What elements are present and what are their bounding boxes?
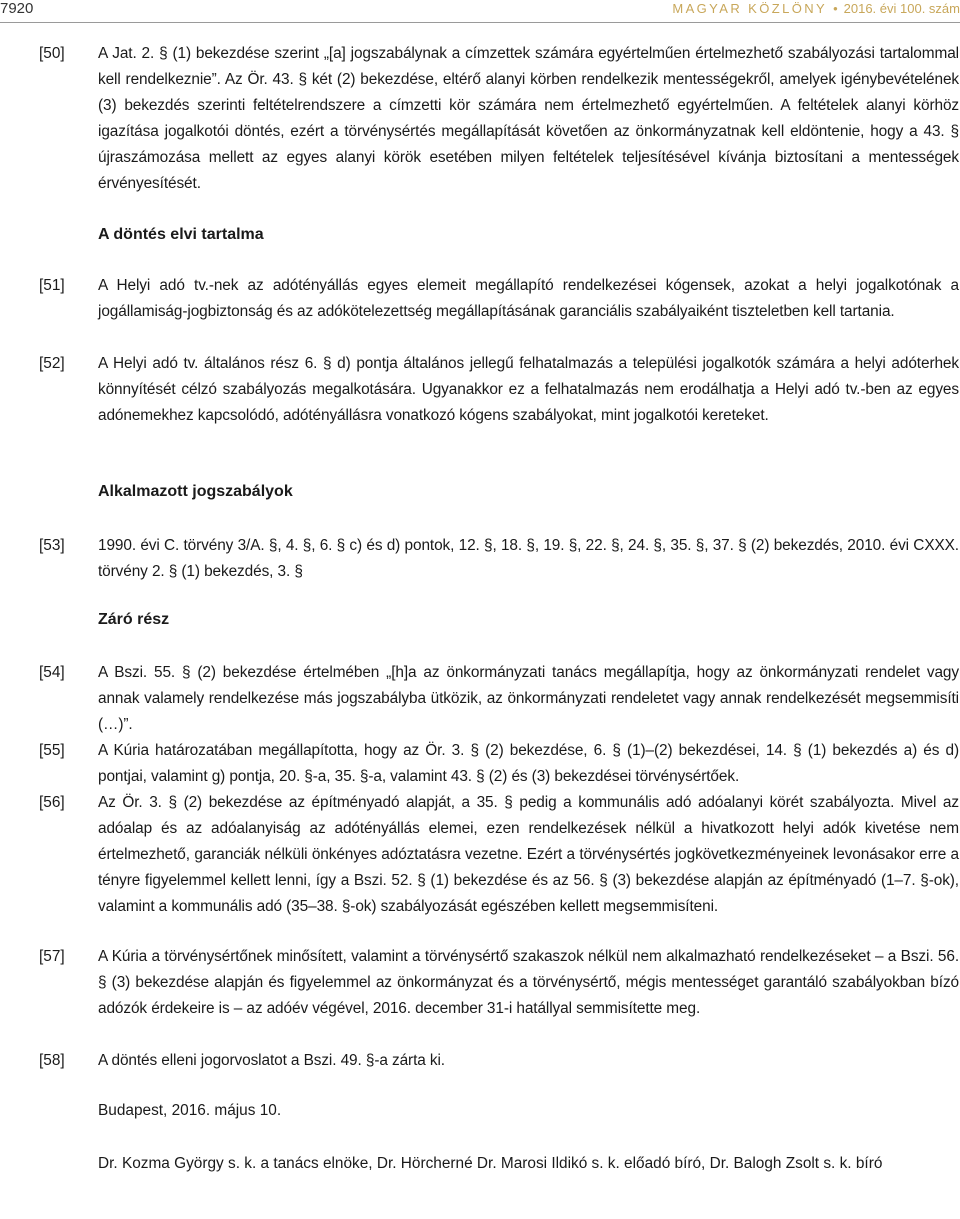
paragraph-51 — [0, 273, 959, 325]
paragraph-text: Az Ör. 3. § (2) bekezdése az építményadó alapját, a 35. § pedig a kommunális adó adóalanyi körét szabályozta. Mivel az adóalap és az adóalanyiság az adótényállás elemei, ezen rendelkezések nélkül a hivatkozott helyi adók kivetése nem értelmezhető, garanciák nélküli önkényes adóztatásra vezetne. Ezért a törvénysértés jogkövetkezményeinek levonásakor erre a tényre figyelemmel kellett lenni, így a Bszi. 52. § (1) bekezdése és az 56. § (3) bekezdése alapján az építményadó (1–7. §-ok), valamint a kommunális adó (35–38. §-ok) szabályozását egészében kellett megsemmisíteni. — [98, 794, 959, 915]
issue-number: 2016. évi 100. szám — [843, 1, 960, 16]
page-header — [0, 0, 960, 23]
paragraph-text: A Helyi adó tv. általános rész 6. § d) pontja általános jellegű felhatalmazás a települési jogalkotók számára a helyi adóterhek könnyítését célzó szabályozás megalkotására. Ugyanakkor ez a felhatalmazás nem erodálhatja a Helyi adó tv.-ben az egyes adónemekhez kapcsolódó, adótényállásra vonatkozó kógens szabályokat, mint jogalkotói kereteket. — [98, 355, 959, 424]
paragraph-number: [51] — [39, 277, 65, 294]
journal-info — [672, 0, 960, 18]
paragraph-52 — [0, 351, 959, 429]
section-heading-principles: A döntés elvi tartalma — [98, 226, 264, 243]
paragraph-text: 1990. évi C. törvény 3/A. §, 4. §, 6. § c) és d) pontok, 12. §, 18. §, 19. §, 22. §, 24. §, 35. §, 37. § (2) bekezdés, 2010. évi CXXX. törvény 2. § (1) bekezdés, 3. § — [98, 537, 959, 580]
paragraph-text: A Kúria a törvénysértőnek minősített, valamint a törvénysértő szakaszok nélkül nem alkalmazható rendelkezéseket – a Bszi. 56. § (3) bekezdése alapján és figyelemmel az önkormányzat és a törvénysértő, mégis mentességet garantáló szabályokban bízó adózók érdekeire is – az adóév végével, 2016. december 31-i hatállyal semmisítette meg. — [98, 948, 959, 1017]
paragraph-54 — [0, 660, 959, 738]
paragraph-number: [53] — [39, 537, 65, 554]
paragraph-number: [54] — [39, 664, 65, 681]
paragraph-number: [58] — [39, 1052, 65, 1069]
paragraph-57 — [0, 944, 959, 1022]
paragraph-text: A döntés elleni jogorvoslatot a Bszi. 49. §-a zárta ki. — [98, 1052, 445, 1069]
paragraph-text: A Kúria határozatában megállapította, hogy az Ör. 3. § (2) bekezdése, 6. § (1)–(2) bekezdései, 14. § (1) bekezdés a) és d) pontjai, valamint g) pontja, 20. §-a, 35. §-a, valamint 43. § (2) és (3) bekezdései törvénysértőek. — [98, 742, 959, 785]
paragraph-number: [56] — [39, 794, 65, 811]
signatures: Dr. Kozma György s. k. a tanács elnöke, Dr. Hörcherné Dr. Marosi Ildikó s. k. előadó bíró, Dr. Balogh Zsolt s. k. bíró — [98, 1155, 883, 1172]
paragraph-53 — [0, 533, 959, 585]
page-number: 7920 — [0, 0, 34, 17]
place-and-date: Budapest, 2016. május 10. — [98, 1102, 282, 1119]
paragraph-58 — [0, 1048, 959, 1074]
paragraph-number: [52] — [39, 355, 65, 372]
paragraph-50 — [0, 41, 959, 197]
bullet-separator — [833, 1, 838, 16]
paragraph-55 — [0, 738, 959, 790]
paragraph-text: A Helyi adó tv.-nek az adótényállás egyes elemeit megállapító rendelkezései kógensek, azokat a helyi jogalkotónak a jogállamiság-jogbiztonság és az adókötelezettség megállapításának garanciális szabályaiként tiszteletben kell tartania. — [98, 277, 959, 320]
paragraph-text: A Bszi. 55. § (2) bekezdése értelmében „[h]a az önkormányzati tanács megállapítja, hogy az önkormányzati rendelet vagy annak valamely rendelkezése más jogszabályba ütközik, az önkormányzati rendeletet vagy annak rendelkezését megsemmisíti (…)”. — [98, 664, 959, 733]
paragraph-number: [57] — [39, 948, 65, 965]
paragraph-56 — [0, 790, 959, 920]
paragraph-number: [50] — [39, 45, 65, 62]
section-heading-applied-laws: Alkalmazott jogszabályok — [98, 483, 293, 500]
paragraph-text: A Jat. 2. § (1) bekezdése szerint „[a] jogszabálynak a címzettek számára egyértelműen értelmezhető szabályozási tartalommal kell rendelkeznie”. Az Ör. 43. § két (2) bekezdése, eltérő alanyi körben rendelkezik mentességekről, amelyek igénybevételének (3) bekezdés szerinti feltételrendszere a címzetti kör számára nem értelmezhető egyértelműen. A feltételek alanyi körhöz igazítása jogalkotói döntés, ezért a törvénysértés megállapítását követően az önkormányzatnak kell eldöntenie, hogy a 43. § újraszámozása mellett az egyes alanyi körök esetében milyen feltételek teljesítésével kívánja biztosítani a mentességek érvényesítését. — [98, 45, 959, 192]
section-heading-closing: Záró rész — [98, 611, 170, 628]
paragraph-number: [55] — [39, 742, 65, 759]
journal-title: MAGYAR KÖZLÖNY — [672, 1, 828, 16]
